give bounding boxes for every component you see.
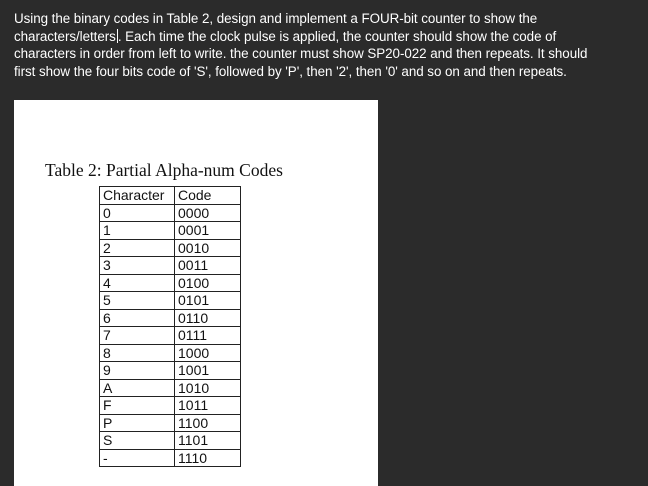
character-cell: 2	[100, 239, 175, 257]
code-cell: 0000	[175, 204, 241, 222]
code-cell: 1000	[175, 344, 241, 362]
table-row	[100, 292, 241, 310]
character-cell: 0	[100, 204, 175, 222]
character-cell: 5	[100, 292, 175, 310]
alpha-num-codes-table	[99, 186, 241, 467]
table-row	[100, 414, 241, 432]
code-cell: 0001	[175, 222, 241, 240]
statement-line-2-end: . Each time the clock pulse is applied, the counter should show the code of	[117, 28, 557, 44]
table-row	[100, 274, 241, 292]
character-cell: 8	[100, 344, 175, 362]
code-cell: 1011	[175, 397, 241, 415]
statement-line-2-start: characters/letters	[14, 28, 116, 44]
character-cell: P	[100, 414, 175, 432]
header-character: Character	[100, 187, 175, 205]
table-row	[100, 362, 241, 380]
character-cell: S	[100, 432, 175, 450]
character-cell: 6	[100, 309, 175, 327]
statement-line-4: first show the four bits code of 'S', followed by 'P', then '2', then '0' and so on and then repeats.	[14, 63, 567, 79]
table-body	[100, 204, 241, 467]
table-row	[100, 257, 241, 275]
code-cell: 1100	[175, 414, 241, 432]
code-cell: 0011	[175, 257, 241, 275]
code-cell: 0111	[175, 327, 241, 345]
statement-line-1: Using the binary codes in Table 2, design and implement a FOUR-bit counter to show the	[14, 11, 538, 26]
table-row	[100, 222, 241, 240]
code-cell: 1010	[175, 379, 241, 397]
character-cell: F	[100, 397, 175, 415]
statement-line-3: characters in order from left to write. the counter must show SP20-022 and then repeats. It should	[14, 46, 588, 62]
character-cell: 7	[100, 327, 175, 345]
table-row	[100, 327, 241, 345]
character-cell: 4	[100, 274, 175, 292]
code-cell: 0100	[175, 274, 241, 292]
code-cell: 0110	[175, 309, 241, 327]
table-row	[100, 397, 241, 415]
character-cell: 1	[100, 222, 175, 240]
table-row	[100, 239, 241, 257]
statement-line-2	[14, 28, 638, 46]
table-title: Table 2: Partial Alpha-num Codes	[45, 160, 283, 180]
character-cell: 9	[100, 362, 175, 380]
table-row	[100, 379, 241, 397]
table-header-row	[100, 187, 241, 205]
problem-statement	[14, 10, 638, 80]
code-cell: 1001	[175, 362, 241, 380]
code-cell: 1110	[175, 449, 241, 467]
character-cell: A	[100, 379, 175, 397]
code-cell: 0010	[175, 239, 241, 257]
code-cell: 1101	[175, 432, 241, 450]
character-cell: -	[100, 449, 175, 467]
table-row	[100, 309, 241, 327]
table-row	[100, 204, 241, 222]
header-code: Code	[175, 187, 241, 205]
table-row	[100, 432, 241, 450]
code-cell: 0101	[175, 292, 241, 310]
table-image-panel	[14, 100, 378, 486]
table-row	[100, 449, 241, 467]
table-row	[100, 344, 241, 362]
character-cell: 3	[100, 257, 175, 275]
